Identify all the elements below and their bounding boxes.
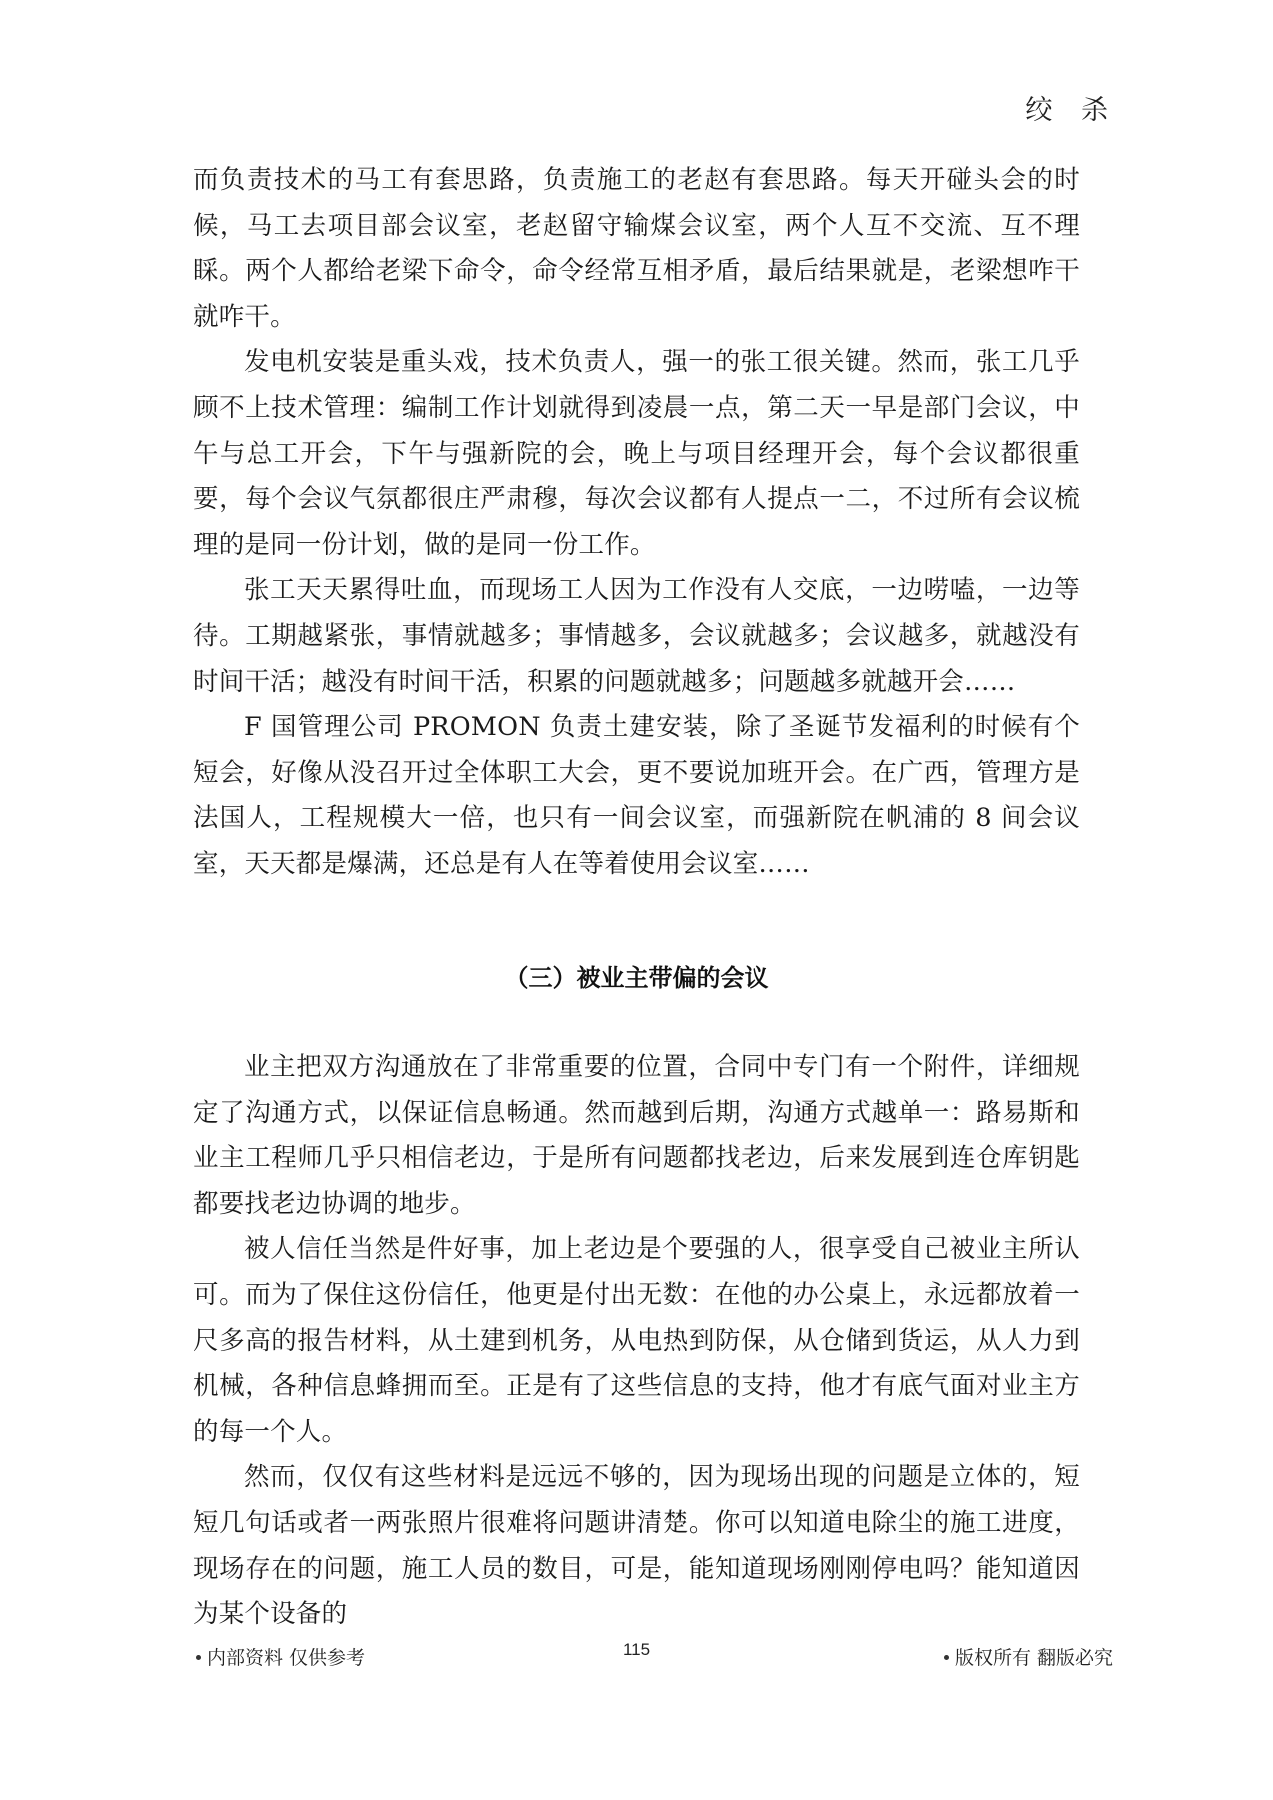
paragraph: F 国管理公司 PROMON 负责土建安装，除了圣诞节发福利的时候有个短会，好像从没召开过全体职工大会，更不要说加班开会。在广西，管理方是法国人，工程规模大一倍，也只有一间会议室，而强新院在帆浦的 8 间会议室，天天都是爆满，还总是有人在等着使用会议室…… xyxy=(193,712,1080,879)
paragraph: 而负责技术的马工有套思路，负责施工的老赵有套思路。每天开碰头会的时候，马工去项目部会议室，老赵留守输煤会议室，两个人互不交流、互不理睬。两个人都给老梁下命令，命令经常互相矛盾，最后结果就是，老梁想咋干就咋干。 xyxy=(193,165,1080,332)
paragraph: 然而，仅仅有这些材料是远远不够的，因为现场出现的问题是立体的，短短几句话或者一两张照片很难将问题讲清楚。你可以知道电除尘的施工进度，现场存在的问题，施工人员的数目，可是，能知道现场刚刚停电吗？能知道因为某个设备的 xyxy=(193,1462,1080,1630)
footer-right-note xyxy=(944,1643,1113,1670)
running-head-title: 绞 杀 xyxy=(1025,95,1118,126)
paragraph: 发电机安装是重头戏，技术负责人，强一的张工很关键。然而，张工几乎顾不上技术管理：编制工作计划就得到凌晨一点，第二天一早是部门会议，中午与总工开会，下午与强新院的会，晚上与项目经理开会，每个会议都很重要，每个会议气氛都很庄严肃穆，每次会议都有人提点一二，不过所有会议梳理的是同一份计划，做的是同一份工作。 xyxy=(193,347,1080,560)
paragraph: 被人信任当然是件好事，加上老边是个要强的人，很享受自己被业主所认可。而为了保住这份信任，他更是付出无数：在他的办公桌上，永远都放着一尺多高的报告材料，从土建到机务，从电热到防保，从仓储到货运，从人力到机械，各种信息蜂拥而至。正是有了这些信息的支持，他才有底气面对业主方的每一个人。 xyxy=(193,1234,1080,1447)
section-2-body xyxy=(193,1045,1080,1638)
bullet-icon xyxy=(944,1655,949,1660)
page-number: 115 xyxy=(622,1640,651,1659)
section-heading: （三）被业主带偏的会议 xyxy=(504,964,769,992)
footer-left-text: 内部资料 仅供参考 xyxy=(207,1647,366,1669)
paragraph: 张工天天累得吐血，而现场工人因为工作没有人交底，一边唠嗑，一边等待。工期越紧张，事情就越多；事情越多，会议就越多；会议越多，就越没有时间干活；越没有时间干活，积累的问题就越多；问题越多就越开会…… xyxy=(193,575,1080,697)
footer-right-text: 版权所有 翻版必究 xyxy=(954,1647,1113,1669)
section-1-body xyxy=(193,158,1080,888)
paragraph: 业主把双方沟通放在了非常重要的位置，合同中专门有一个附件，详细规定了沟通方式，以保证信息畅通。然而越到后期，沟通方式越单一：路易斯和业主工程师几乎只相信老边，于是所有问题都找老边，后来发展到连仓库钥匙都要找老边协调的地步。 xyxy=(193,1052,1080,1219)
